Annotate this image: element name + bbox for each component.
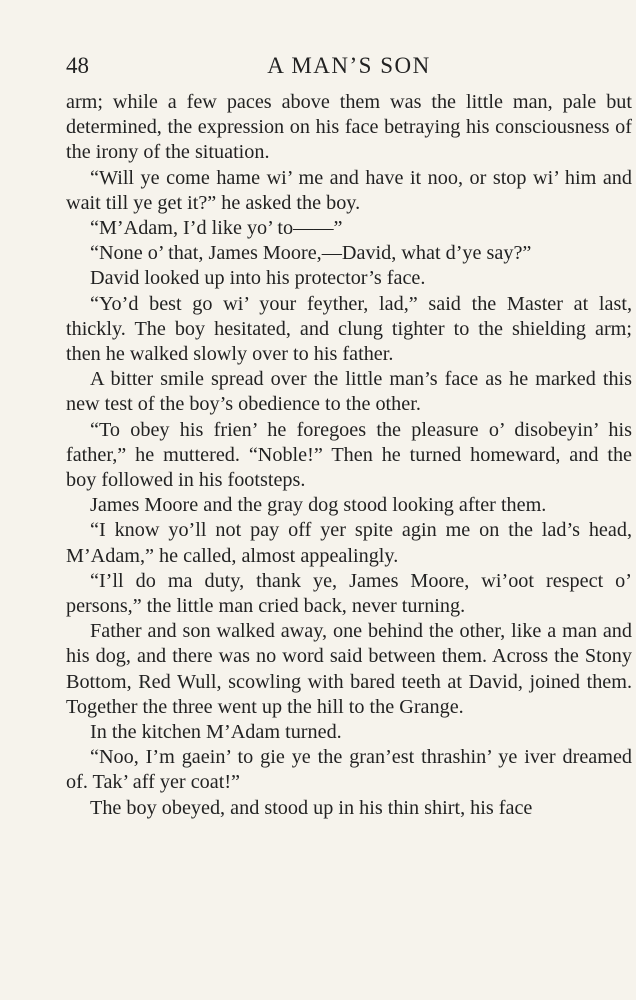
paragraph: “Noo, I’m gaein’ to gie ye the gran’est thrashin’ ye iver dreamed of. Tak’ aff yer coat!”: [66, 746, 632, 794]
body-text: [66, 90, 632, 821]
paragraph: “I know yo’ll not pay off yer spite agin me on the lad’s head, M’Adam,” he called, almost appealingly.: [66, 519, 632, 567]
page-header: [66, 52, 632, 84]
paragraph: “M’Adam, I’d like yo’ to——”: [90, 217, 343, 240]
paragraph: “Yo’d best go wi’ your feyther, lad,” said the Master at last, thickly. The boy hesitated, and clung tighter to the shielding arm; then he walked slowly over to his father.: [66, 292, 632, 366]
paragraph: “Will ye come hame wi’ me and have it noo, or stop wi’ him and wait till ye get it?” he asked the boy.: [66, 166, 632, 214]
running-title: A MAN’S SON: [267, 53, 431, 78]
paragraph: A bitter smile spread over the little man’s face as he marked this new test of the boy’s obedience to the other.: [66, 368, 632, 416]
paragraph: “None o’ that, James Moore,—David, what d’ye say?”: [90, 242, 532, 265]
paragraph: James Moore and the gray dog stood looking after them.: [90, 494, 547, 517]
paragraph: “I’ll do ma duty, thank ye, James Moore, wi’oot respect o’ persons,” the little man cried back, never turning.: [66, 569, 632, 618]
paragraph: In the kitchen M’Adam turned.: [90, 721, 342, 744]
page-number: 48: [66, 53, 89, 78]
paragraph: “To obey his frien’ he foregoes the pleasure o’ disobeyin’ his father,” he muttered. “Noble!” Then he turned homeward, and the boy followed in his footsteps.: [66, 418, 632, 492]
paragraph: Father and son walked away, one behind the other, like a man and his dog, and there was no word said between them. Across the Stony Bottom, Red Wull, scowling with bared teeth at David, joined them. Together the three went up the hill to the Grange.: [66, 620, 632, 718]
paragraph: arm; while a few paces above them was the little man, pale but determined, the expression on his face betraying his consciousness of the irony of the situation.: [66, 91, 632, 164]
paragraph: The boy obeyed, and stood up in his thin shirt, his face: [90, 796, 533, 819]
paragraph: David looked up into his protector’s face.: [90, 267, 426, 290]
